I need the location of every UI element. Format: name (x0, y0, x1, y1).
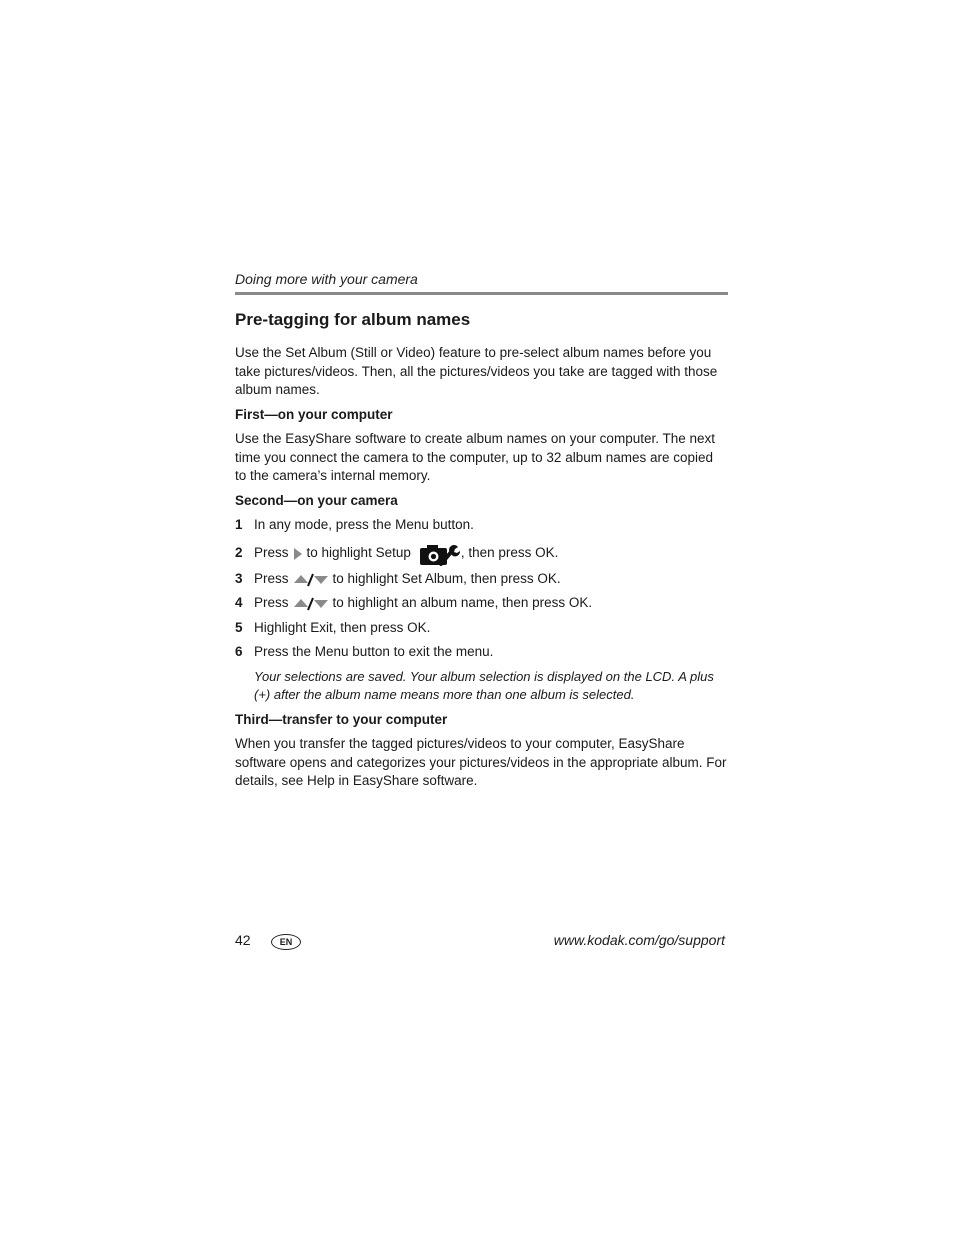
page-number: 42 (235, 932, 251, 948)
support-url: www.kodak.com/go/support (553, 932, 725, 948)
step-text: Press the Menu button to exit the menu. (254, 644, 494, 659)
steps-list (235, 516, 728, 662)
step-text-post: to highlight an album name, then press OK. (332, 595, 593, 610)
step-text-post: to highlight Set Album, then press OK. (332, 570, 561, 586)
step-1 (235, 516, 728, 535)
main-content (235, 308, 728, 797)
language-badge: EN (271, 934, 301, 950)
step-text: Highlight Exit, then press OK. (254, 619, 431, 635)
step-text-pre: Press (254, 570, 289, 586)
second-heading: Second—on your camera (235, 492, 398, 508)
up-down-arrows-icon (293, 571, 329, 587)
right-arrow-icon (293, 547, 303, 561)
section-title: Pre-tagging for album names (235, 310, 471, 329)
step-number: 5 (235, 619, 243, 635)
step-text: In any mode, press the Menu button. (254, 517, 474, 532)
step-number: 6 (235, 644, 243, 659)
first-paragraph: Use the EasyShare software to create album names on your computer. The next time you connect the camera to the computer, up to 32 album names are copied to the camera’s internal memory. (235, 431, 716, 483)
first-heading: First—on your computer (235, 406, 393, 422)
step-text-pre: Press (254, 595, 289, 610)
setup-camera-wrench-icon (419, 542, 461, 566)
step-2 (235, 541, 728, 567)
step-5 (235, 619, 728, 638)
step-number: 2 (235, 545, 243, 561)
step-text-pre: Press (254, 545, 289, 561)
third-heading: Third—transfer to your computer (235, 711, 448, 727)
step-number: 4 (235, 595, 243, 610)
step-6 (235, 643, 728, 662)
step-number: 3 (235, 570, 243, 586)
step-text-mid: to highlight Setup (306, 545, 411, 561)
up-down-arrows-icon (293, 595, 329, 611)
step-text-post: , then press OK. (460, 545, 559, 561)
third-paragraph: When you transfer the tagged pictures/videos to your computer, EasyShare software opens and categorizes your pictures/videos in the appropriate album. For details, see Help in EasyShare software. (235, 736, 727, 788)
step-number: 1 (235, 517, 243, 532)
intro-paragraph: Use the Set Album (Still or Video) feature to pre-select album names before you take pictures/videos. Then, all the pictures/videos you take are tagged with those album names. (235, 345, 718, 397)
running-header: Doing more with your camera (235, 271, 418, 287)
selection-note: Your selections are saved. Your album selection is displayed on the LCD. A plus (+) after the album name means more than one album is selected. (254, 668, 714, 702)
step-4 (235, 594, 728, 613)
step-3 (235, 570, 728, 589)
header-rule (235, 292, 728, 295)
